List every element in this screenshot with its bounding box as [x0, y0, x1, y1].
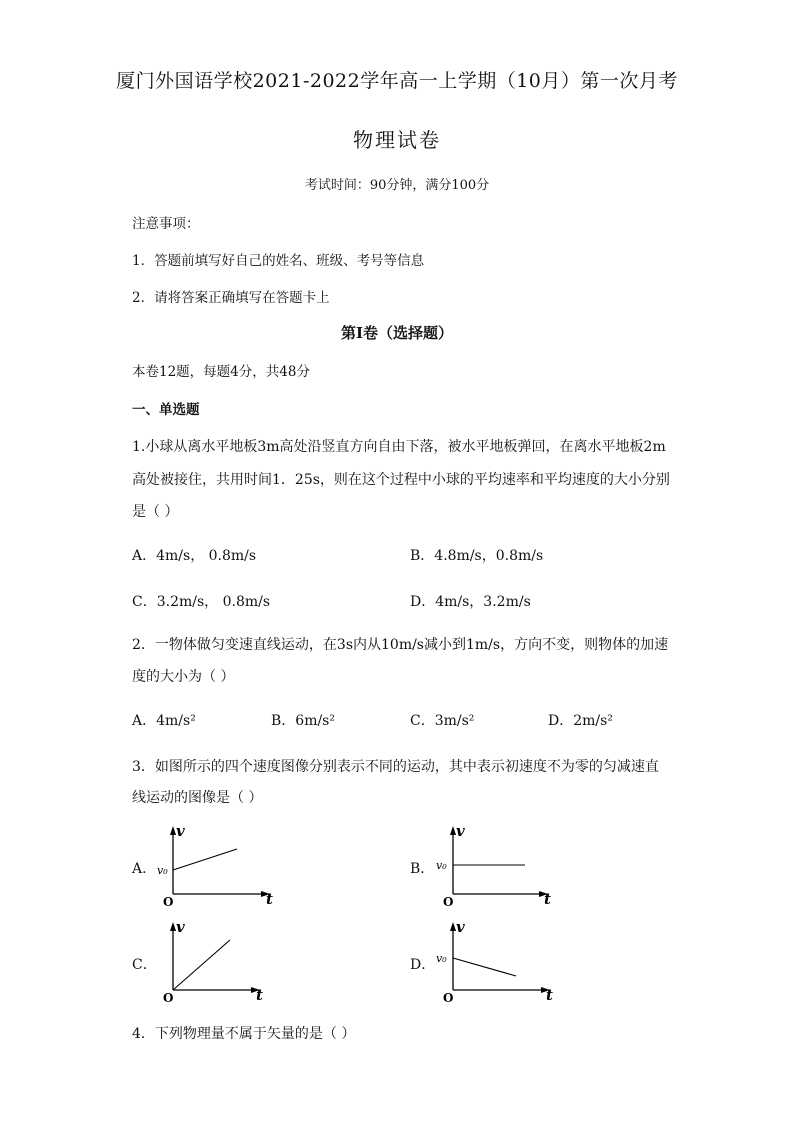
notice-item: 2．请将答案正确填写在答题卡上 — [132, 290, 330, 306]
graph-b-t-label: t — [544, 890, 551, 908]
graph-a-line — [173, 849, 237, 870]
graph-d-v0-label: v₀ — [436, 952, 447, 965]
graph-d-origin: O — [443, 991, 454, 1005]
graph-c-t-label: t — [256, 986, 263, 1004]
exam-subject-title: 物理试卷 — [353, 128, 441, 152]
question-3-line: 3．如图所示的四个速度图像分别表示不同的运动，其中表示初速度不为零的匀减速直 — [132, 759, 659, 775]
question-2-option-d: D．2m/s² — [548, 713, 613, 729]
question-2-option-c: C．3m/s² — [410, 713, 475, 729]
section-part-heading: 一、单选题 — [132, 402, 200, 418]
exam-header-title: 厦门外国语学校2021-2022学年高一上学期（10月）第一次月考 — [116, 70, 678, 92]
question-1-line: 是（ ） — [132, 504, 179, 520]
question-3-option-d: D． — [410, 957, 436, 973]
question-1-line: 1.小球从离水平地板3m高处沿竖直方向自由下落，被水平地板弹回，在离水平地板2m — [132, 439, 666, 455]
question-3-option-a: A． — [132, 861, 157, 877]
graph-a-t-label: t — [266, 890, 273, 908]
question-1-option-d: D．4m/s，3.2m/s — [410, 594, 531, 610]
question-2-option-b: B．6m/s² — [271, 713, 335, 729]
graph-a-v-label: v — [176, 822, 185, 840]
graph-a-v0-label: v₀ — [157, 864, 168, 877]
question-1-option-c: C．3.2m/s， 0.8m/s — [132, 594, 271, 610]
question-2-line: 度的大小为（ ） — [132, 669, 235, 685]
graph-d-v-label: v — [456, 918, 465, 936]
question-3-option-c: C． — [132, 957, 157, 973]
section-title: 第I卷（选择题） — [340, 324, 454, 342]
graph-c — [152, 918, 282, 1006]
graph-c-line — [173, 940, 230, 990]
graph-d — [432, 918, 562, 1006]
question-2-line: 2．一物体做匀变速直线运动，在3s内从10m/s减小到1m/s，方向不变，则物体的加速 — [132, 637, 669, 653]
graph-c-v-label: v — [176, 918, 185, 936]
question-1-line: 高处被接住，共用时间1．25s，则在这个过程中小球的平均速率和平均速度的大小分别 — [132, 472, 670, 488]
question-4-line: 4．下列物理量不属于矢量的是（ ） — [132, 1026, 356, 1042]
graph-b-origin: O — [443, 895, 454, 909]
graph-a — [152, 822, 282, 910]
graph-a-origin: O — [163, 895, 174, 909]
graph-c-origin: O — [163, 991, 174, 1005]
graph-d-line — [453, 958, 516, 976]
question-1-option-a: A．4m/s， 0.8m/s — [132, 548, 257, 564]
graph-b — [432, 822, 562, 910]
question-1-option-b: B．4.8m/s，0.8m/s — [410, 548, 544, 564]
graph-b-v0-label: v₀ — [436, 859, 447, 872]
graph-b-v-label: v — [456, 822, 465, 840]
exam-info: 考试时间：90分钟，满分100分 — [304, 178, 490, 193]
question-2-option-a: A．4m/s² — [132, 713, 196, 729]
question-3-option-b: B． — [410, 861, 435, 877]
section-description: 本卷12题，每题4分，共48分 — [132, 364, 310, 380]
question-3-line: 线运动的图像是（ ） — [132, 790, 263, 806]
notice-item: 1．答题前填写好自己的姓名、班级、考号等信息 — [132, 253, 425, 269]
graph-d-t-label: t — [546, 986, 553, 1004]
notice-heading: 注意事项： — [132, 216, 200, 232]
